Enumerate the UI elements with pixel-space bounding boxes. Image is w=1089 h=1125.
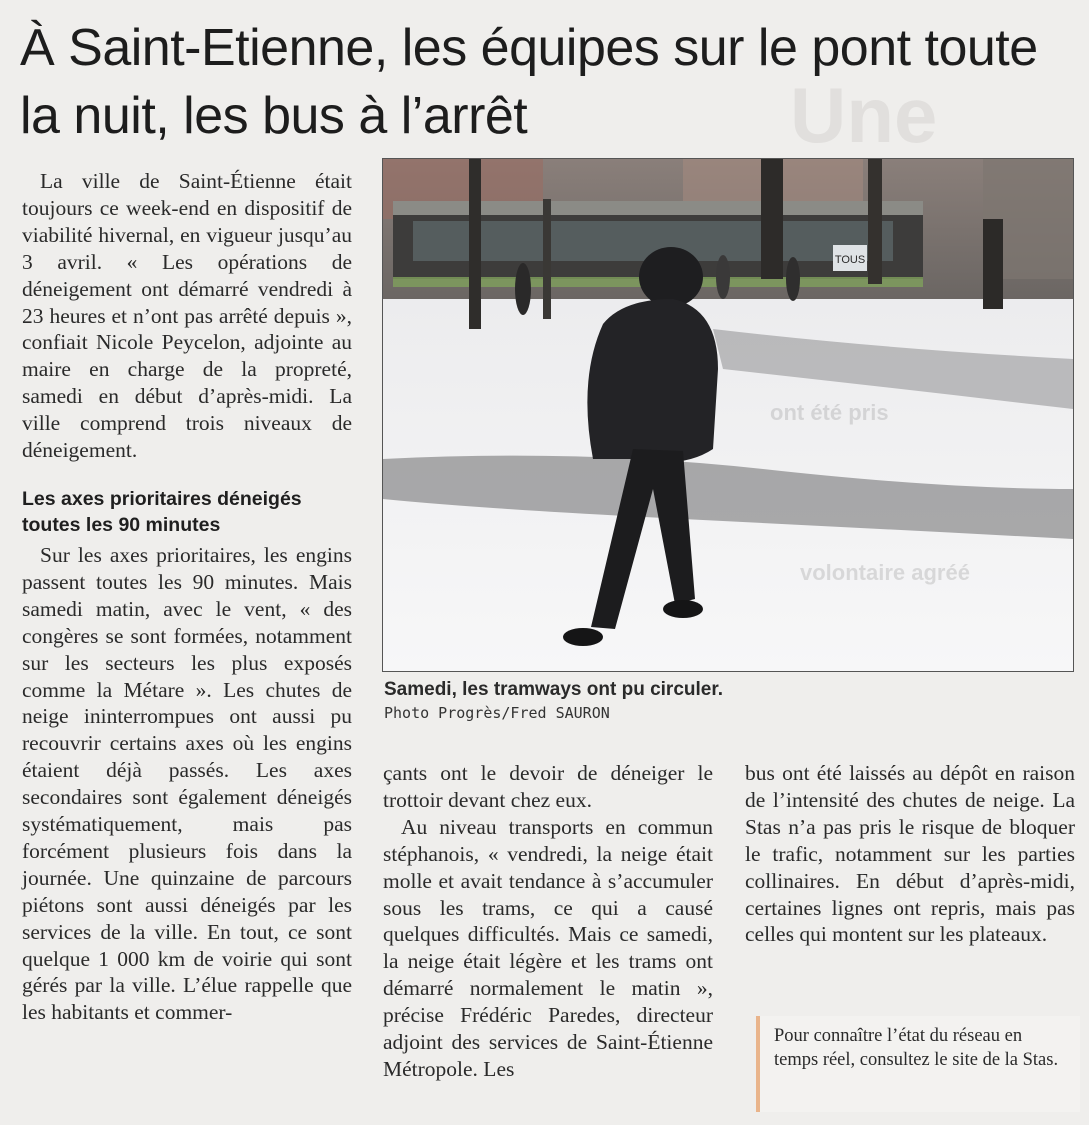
intro-paragraph: La ville de Saint-Étienne était toujours ce week-end en dispositif de viabilité hivernal, en vigueur jusqu’au 3 avril. « Les opérations de déneigement ont démarré vendredi à 23 heures et n’ont pas arrêté depuis », confiait Nicole Peycelon, adjointe au maire en charge de la propreté, samedi en début d’après-midi. La ville comprend trois niveaux de déneigement.: [22, 169, 352, 463]
body-paragraph: Sur les axes prioritaires, les engins passent toutes les 90 minutes. Mais samedi matin, avec le vent, « des congères se sont formées, notamment sur les secteurs les plus exposés comme la Métare ». Les chutes de neige ininterrompues ont aussi pu recouvrir certains axes où les engins étaient déjà passés. Les axes secondaires sont également déneigés systématiquement, mais pas forcément plusieurs fois dans la journée. Une quinzaine de parcours piétons sont aussi déneigés par les services de la ville. En tout, ce sont quelque 1 000 km de voirie qui sont gérés par la ville. L’élue rappelle que les habitants et commer-: [22, 542, 352, 1025]
photo-credit: Photo Progrès/Fred SAURON: [384, 704, 610, 722]
show-through-text: volontaire agréé: [800, 560, 970, 585]
photo-caption: [384, 678, 1074, 724]
caption-title: Samedi, les tramways ont pu circuler.: [384, 679, 723, 700]
subheading: Les axes prioritaires déneigés toutes les 90 minutes: [22, 487, 302, 536]
info-box: [756, 1016, 1080, 1112]
column-3: [745, 760, 1075, 948]
stop-sign-text: TOUS: [834, 254, 866, 266]
headline: À Saint-Etienne, les équipes sur le pont toute la nuit, les bus à l’arrêt: [20, 19, 1038, 145]
info-box-text: Pour connaître l’état du réseau en temps réel, consultez le site de la Stas.: [774, 1026, 1059, 1070]
show-through-text: ont été pris: [770, 400, 889, 425]
photo-illustration: [383, 159, 1073, 671]
bus-paragraph: bus ont été laissés au dépôt en raison de l’intensité des chutes de neige. La Stas n’a pas pris le risque de bloquer le trafic, notamment sur les parties collinaires. En début d’après-midi, certaines lignes ont repris, mais pas celles qui montent sur les plateaux.: [745, 761, 1075, 947]
transport-paragraph: Au niveau transports en commun stéphanois, « vendredi, la neige était molle et avait tendance à s’accumuler sous les trams, ce qui a causé quelques difficultés. Mais ce samedi, la neige était légère et les trams ont démarré normalement le matin », précise Frédéric Paredes, directeur adjoint des services de Saint-Étienne Métropole. Les: [383, 814, 713, 1081]
column-2: [383, 760, 713, 1083]
continued-paragraph: çants ont le devoir de déneiger le trottoir devant chez eux.: [383, 761, 713, 812]
article-photo: [382, 158, 1074, 672]
column-1: [22, 168, 352, 1026]
print-bleed: Une: [790, 71, 938, 159]
